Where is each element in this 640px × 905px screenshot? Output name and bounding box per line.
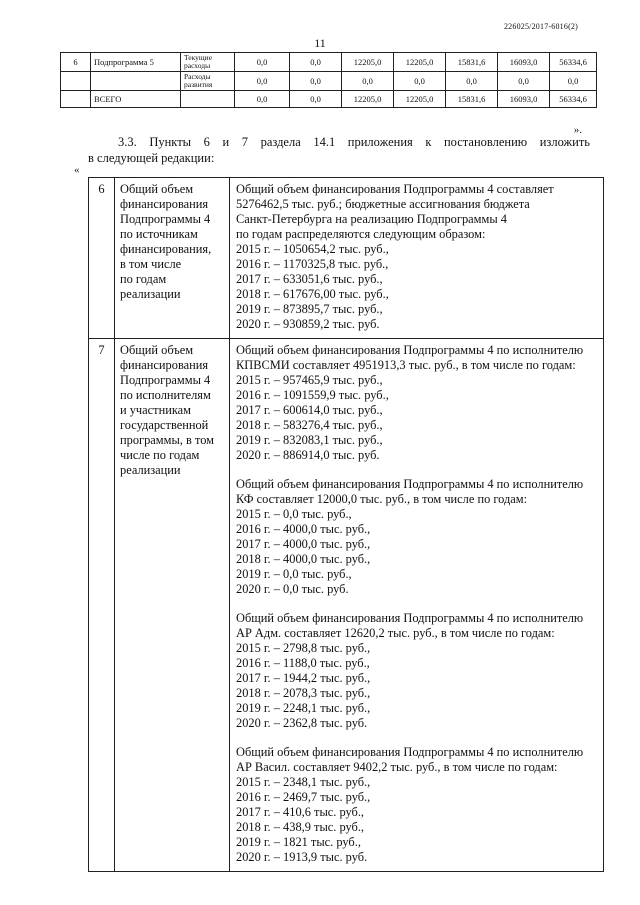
table-row bbox=[89, 178, 604, 339]
value-cell: 56334,6 bbox=[550, 90, 597, 107]
content-line: Общий объем финансирования Подпрограммы 4 по исполнителю bbox=[236, 611, 584, 625]
value-cell: 0,0 bbox=[290, 53, 342, 72]
content-line: 2017 г. – 600614,0 тыс. руб., bbox=[236, 403, 383, 417]
content-line: 2017 г. – 4000,0 тыс. руб., bbox=[236, 537, 371, 551]
label-line: по исполнителям bbox=[120, 388, 211, 402]
table-row bbox=[89, 339, 604, 872]
content-line: 2018 г. – 617676,00 тыс. руб., bbox=[236, 287, 389, 301]
content-line: 2015 г. – 2348,1 тыс. руб., bbox=[236, 775, 371, 789]
expense-type bbox=[181, 90, 235, 107]
amendment-paragraph bbox=[88, 135, 590, 166]
table-row bbox=[61, 53, 597, 72]
document-number: 226025/2017-6016(2) bbox=[503, 22, 578, 31]
content-line: КФ составляет 12000,0 тыс. руб., в том числе по годам: bbox=[236, 492, 528, 506]
content-line: 2018 г. – 2078,3 тыс. руб., bbox=[236, 686, 371, 700]
content-line: 2019 г. – 1821 тыс. руб., bbox=[236, 835, 361, 849]
label-line: Подпрограммы 4 bbox=[120, 373, 211, 387]
value-cell: 0,0 bbox=[235, 90, 290, 107]
table-row bbox=[61, 90, 597, 107]
content-line: 2019 г. – 873895,7 тыс. руб., bbox=[236, 302, 383, 316]
content-line: 2017 г. – 410,6 тыс. руб., bbox=[236, 805, 365, 819]
paragraph-line: в следующей редакции: bbox=[88, 150, 215, 165]
value-cell: 56334,6 bbox=[550, 53, 597, 72]
content-line: КПВСМИ составляет 4951913,3 тыс. руб., в том числе по годам: bbox=[236, 358, 576, 372]
paragraph-line: 3.3. Пункты 6 и 7 раздела 14.1 приложения к постановлению изложить bbox=[118, 135, 590, 149]
content-line: 2020 г. – 930859,2 тыс. руб. bbox=[236, 317, 380, 331]
value-cell: 15831,6 bbox=[446, 53, 498, 72]
label-line: финансирования, bbox=[120, 242, 212, 256]
value-cell: 0,0 bbox=[446, 71, 498, 90]
content-line: АР Васил. составляет 9402,2 тыс. руб., в том числе по годам: bbox=[236, 760, 558, 774]
value-cell: 0,0 bbox=[290, 71, 342, 90]
label-line: реализации bbox=[120, 463, 181, 477]
content-line: 2019 г. – 832083,1 тыс. руб., bbox=[236, 433, 383, 447]
content-line: 2015 г. – 0,0 тыс. руб., bbox=[236, 507, 352, 521]
content-line: по годам распределяются следующим образом: bbox=[236, 227, 486, 241]
value-cell: 16093,0 bbox=[498, 53, 550, 72]
value-cell: 0,0 bbox=[550, 71, 597, 90]
label-line: числе по годам bbox=[120, 448, 200, 462]
subprogram-name: Подпрограмма 5 bbox=[91, 53, 181, 72]
content-line: Общий объем финансирования Подпрограммы 4 по исполнителю bbox=[236, 477, 584, 491]
value-cell: 0,0 bbox=[498, 71, 550, 90]
content-line: 2019 г. – 2248,1 тыс. руб., bbox=[236, 701, 371, 715]
value-cell: 15831,6 bbox=[446, 90, 498, 107]
content-line: Общий объем финансирования Подпрограммы 4 по исполнителю bbox=[236, 745, 584, 759]
value-cell: 16093,0 bbox=[498, 90, 550, 107]
value-cell: 12205,0 bbox=[394, 90, 446, 107]
expense-type: Расходы развития bbox=[181, 71, 235, 90]
content-line: 2019 г. – 0,0 тыс. руб., bbox=[236, 567, 352, 581]
row-number: 7 bbox=[89, 339, 115, 872]
content-line: 2015 г. – 2798,8 тыс. руб., bbox=[236, 641, 371, 655]
content-line: 2020 г. – 2362,8 тыс. руб. bbox=[236, 716, 368, 730]
executor-block bbox=[236, 343, 599, 463]
label-line: Общий объем bbox=[120, 343, 194, 357]
label-line: финансирования bbox=[120, 197, 209, 211]
label-line: государственной bbox=[120, 418, 209, 432]
content-line: 5276462,5 тыс. руб.; бюджетные ассигнования бюджета bbox=[236, 197, 530, 211]
value-cell: 0,0 bbox=[394, 71, 446, 90]
label-line: по источникам bbox=[120, 227, 198, 241]
content-line: 2016 г. – 1188,0 тыс. руб., bbox=[236, 656, 370, 670]
value-cell: 12205,0 bbox=[342, 90, 394, 107]
content-line: 2020 г. – 0,0 тыс. руб. bbox=[236, 582, 349, 596]
content-line: 2020 г. – 886914,0 тыс. руб. bbox=[236, 448, 380, 462]
subprogram-name: ВСЕГО bbox=[91, 90, 181, 107]
content-line: 2016 г. – 4000,0 тыс. руб., bbox=[236, 522, 371, 536]
label-line: по годам bbox=[120, 272, 167, 286]
subprogram-name bbox=[91, 71, 181, 90]
executor-block bbox=[236, 745, 599, 865]
row-number: 6 bbox=[89, 178, 115, 339]
value-cell: 0,0 bbox=[235, 71, 290, 90]
content-line: 2016 г. – 1091559,9 тыс. руб., bbox=[236, 388, 389, 402]
label-line: в том числе bbox=[120, 257, 182, 271]
content-line: АР Адм. составляет 12620,2 тыс. руб., в том числе по годам: bbox=[236, 626, 555, 640]
content-line: 2020 г. – 1913,9 тыс. руб. bbox=[236, 850, 368, 864]
label-line: реализации bbox=[120, 287, 181, 301]
content-line: 2015 г. – 957465,9 тыс. руб., bbox=[236, 373, 383, 387]
executor-block bbox=[236, 611, 599, 731]
content-line: 2017 г. – 1944,2 тыс. руб., bbox=[236, 671, 371, 685]
row-label bbox=[115, 339, 230, 872]
row-content bbox=[230, 178, 604, 339]
financing-details-table bbox=[88, 177, 604, 872]
closing-quote: ». bbox=[573, 124, 582, 136]
row-content bbox=[230, 339, 604, 872]
value-cell: 0,0 bbox=[342, 71, 394, 90]
content-line: 2018 г. – 583276,4 тыс. руб., bbox=[236, 418, 383, 432]
value-cell: 12205,0 bbox=[394, 53, 446, 72]
value-cell: 0,0 bbox=[235, 53, 290, 72]
row-label bbox=[115, 178, 230, 339]
label-line: и участникам bbox=[120, 403, 192, 417]
subprogram-financing-table bbox=[60, 52, 597, 108]
content-line: Санкт-Петербурга на реализацию Подпрограммы 4 bbox=[236, 212, 507, 226]
content-line: Общий объем финансирования Подпрограммы 4 составляет bbox=[236, 182, 554, 196]
row-number bbox=[61, 71, 91, 90]
page-number: 11 bbox=[314, 36, 326, 50]
expense-type: Текущие расходы bbox=[181, 53, 235, 72]
content-line: 2018 г. – 438,9 тыс. руб., bbox=[236, 820, 365, 834]
table-row bbox=[61, 71, 597, 90]
value-cell: 0,0 bbox=[290, 90, 342, 107]
label-line: финансирования bbox=[120, 358, 209, 372]
content-line: 2016 г. – 1170325,8 тыс. руб., bbox=[236, 257, 389, 271]
content-line: 2017 г. – 633051,6 тыс. руб., bbox=[236, 272, 383, 286]
label-line: программы, в том bbox=[120, 433, 215, 447]
opening-quote: « bbox=[74, 164, 80, 176]
row-number bbox=[61, 90, 91, 107]
content-line: Общий объем финансирования Подпрограммы 4 по исполнителю bbox=[236, 343, 584, 357]
content-line: 2015 г. – 1050654,2 тыс. руб., bbox=[236, 242, 389, 256]
row-number: 6 bbox=[61, 53, 91, 72]
content-line: 2018 г. – 4000,0 тыс. руб., bbox=[236, 552, 371, 566]
label-line: Подпрограммы 4 bbox=[120, 212, 211, 226]
label-line: Общий объем bbox=[120, 182, 194, 196]
value-cell: 12205,0 bbox=[342, 53, 394, 72]
content-line: 2016 г. – 2469,7 тыс. руб., bbox=[236, 790, 371, 804]
executor-block bbox=[236, 477, 599, 597]
